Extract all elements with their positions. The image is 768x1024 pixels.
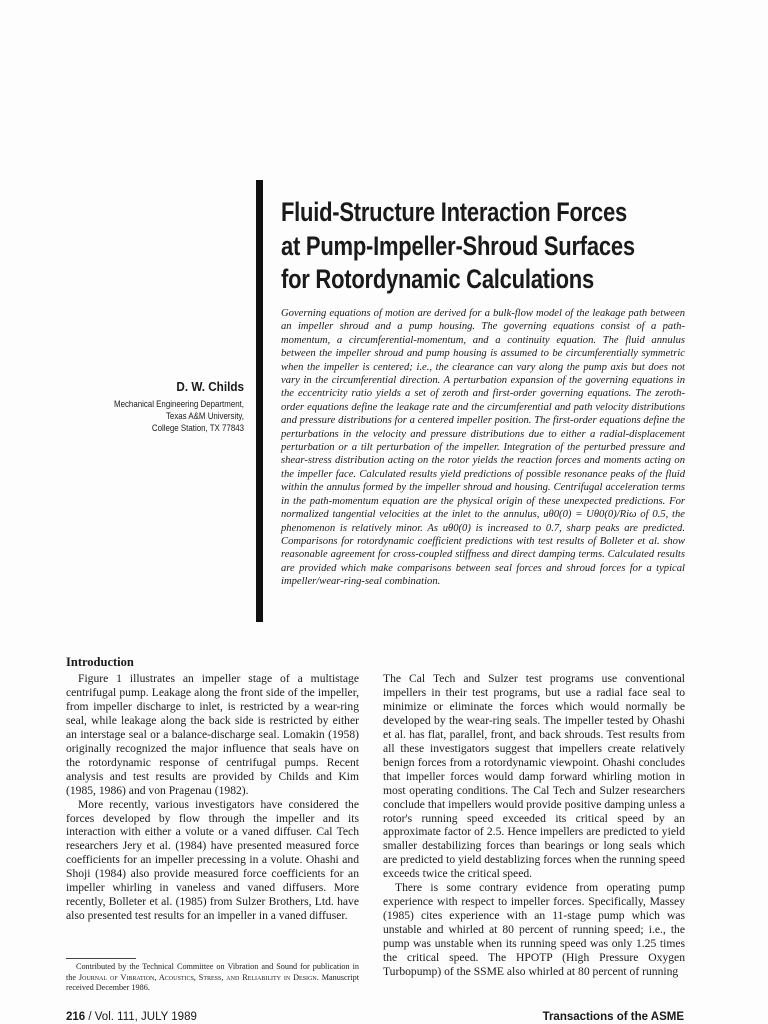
article-title bbox=[281, 196, 638, 297]
author-university: Texas A&M University, bbox=[165, 411, 244, 421]
body-column-left bbox=[66, 672, 359, 923]
footnote bbox=[66, 962, 359, 994]
author-block bbox=[70, 378, 244, 434]
section-heading: Introduction bbox=[66, 655, 134, 669]
author-department: Mechanical Engineering Department, bbox=[113, 399, 244, 409]
abstract: Governing equations of motion are derived for a bulk-flow model of the leakage path between an impeller shroud and a pump housing. The governing equations consist of a path-momentum, a circumferential-momentum, and a continuity equation. The fluid annulus between the impeller shroud and pump housing is assumed to be circumferentially symmetric when the impeller is centered; i.e., the clearance can vary along the pump axis but does not vary in the circumferential direction. A perturbation expansion of the governing equations in the eccentricity ratio yields a set of zeroth and first-order governing equations. The zeroth-order equations define the leakage rate and the circumferential and path velocity distributions and pressure distributions for a centered impeller position. The first-order equations define the perturbations in the velocity and pressure distributions due to either a radial-displacement perturbation or a tilt perturbation of the impeller. Integration of the perturbed pressure and shear-stress distribution acting on the rotor yields the reaction forces and moments acting on the impeller face. Calculated results yield predictions of possible resonance peaks of the fluid within the annulus formed by the impeller shroud and housing. Centrifugal acceleration terms in the path-momentum equation are the physical origin of these unexpected predictions. For normalized tangential velocities at the inlet to the annulus, uθ0(0) = Uθ0(0)/Riω of 0.5, the phenomenon is relatively minor. As uθ0(0) is increased to 0.7, sharp peaks are predicted. Comparisons for rotordynamic coefficient predictions with test results of Bolleter et al. show reasonable agreement for cross-coupled stiffness and direct damping terms. Calculated results are provided which make comparisons between seal forces and shroud forces for a typical impeller/wear-ring-seal combination. bbox=[281, 308, 685, 588]
body-paragraph: Figure 1 illustrates an impeller stage of a multistage centrifugal pump. Leakage along the front side of the impeller, from impeller discharge to inlet, is restricted by a wear-ring seal, while leakage along the back side is restricted by either an interstage seal or a balance-discharge seal. Lomakin (1958) originally recognized the major influence that seals have on the rotordynamic response of centrifugal pumps. Recent analysis and test results are provided by Childs and Kim (1985, 1986) and von Pragenau (1982). bbox=[66, 672, 359, 797]
volume-date: / Vol. 111, JULY 1989 bbox=[85, 1011, 197, 1023]
title-line: at Pump-Impeller-Shroud Surfaces bbox=[281, 230, 635, 261]
body-column-right bbox=[383, 672, 685, 979]
footnote-journal: Journal of Vibration, Acoustics, Stress, and Reliability in Design bbox=[78, 972, 317, 982]
body-paragraph: There is some contrary evidence from operating pump experience with respect to impeller forces. Specifically, Massey (1985) cites experience with an 11-stage pump which was unstable and whirled at 80 percent of running speed; i.e., the pump was unstable when its running speed was only 1.25 times the critical speed. The HPOTP (High Pressure Oxygen Turbopump) of the SSME also whirled at 80 percent of running bbox=[383, 881, 685, 979]
footnote-text: . Manuscript received December 1986. bbox=[66, 972, 359, 993]
title-accent-bar bbox=[256, 180, 263, 622]
page-folio bbox=[66, 1010, 197, 1024]
page-number: 216 bbox=[66, 1011, 86, 1023]
footnote-text: Contributed by the Technical Committee on Vibration and Sound for publication in the bbox=[66, 962, 359, 982]
title-line: Fluid-Structure Interaction Forces bbox=[281, 197, 627, 227]
footnote-rule bbox=[66, 958, 136, 959]
body-paragraph: More recently, various investigators have considered the forces developed by flow through the impeller and its interaction with either a volute or a vaned diffuser. Cal Tech researchers Jery et al. (1984) have presented measured force coefficients for an impeller precessing in a volute. Ohashi and Shoji (1984) also provide measured force coefficients for an impeller whirling in vaneless and vaned diffusers. More recently, Bolleter et al. (1985) from Sulzer Brothers, Ltd. have also presented test results for an impeller in a vaned diffuser. bbox=[66, 797, 359, 923]
author-city: College Station, TX 77843 bbox=[151, 423, 244, 433]
body-paragraph: The Cal Tech and Sulzer test programs use conventional impellers in their test programs, but use a radial face seal to minimize or eliminate the forces which would normally be developed by the wear-ring seals. The impeller tested by Ohashi et al. has flat, parallel, front, and back shrouds. Test results from all these investigators suggest that impellers create relatively benign forces from a rotordynamic viewpoint. Ohashi concludes that impeller forces would damp forward whirling motion in most operating conditions. The Cal Tech and Sulzer researchers conclude that impellers would provide positive damping unless a rotor's running speed exceeded its critical speed by an approximate factor of 2.5. Hence impellers are predicted to yield smaller destabilizing forces than bearings or long seals which are predicted to yield destablizing forces when the running speed exceeds twice the critical speed. bbox=[383, 672, 685, 881]
title-line: for Rotordynamic Calculations bbox=[281, 264, 594, 294]
author-name: D. W. Childs bbox=[176, 379, 244, 394]
journal-name: Transactions of the ASME bbox=[542, 1011, 684, 1023]
